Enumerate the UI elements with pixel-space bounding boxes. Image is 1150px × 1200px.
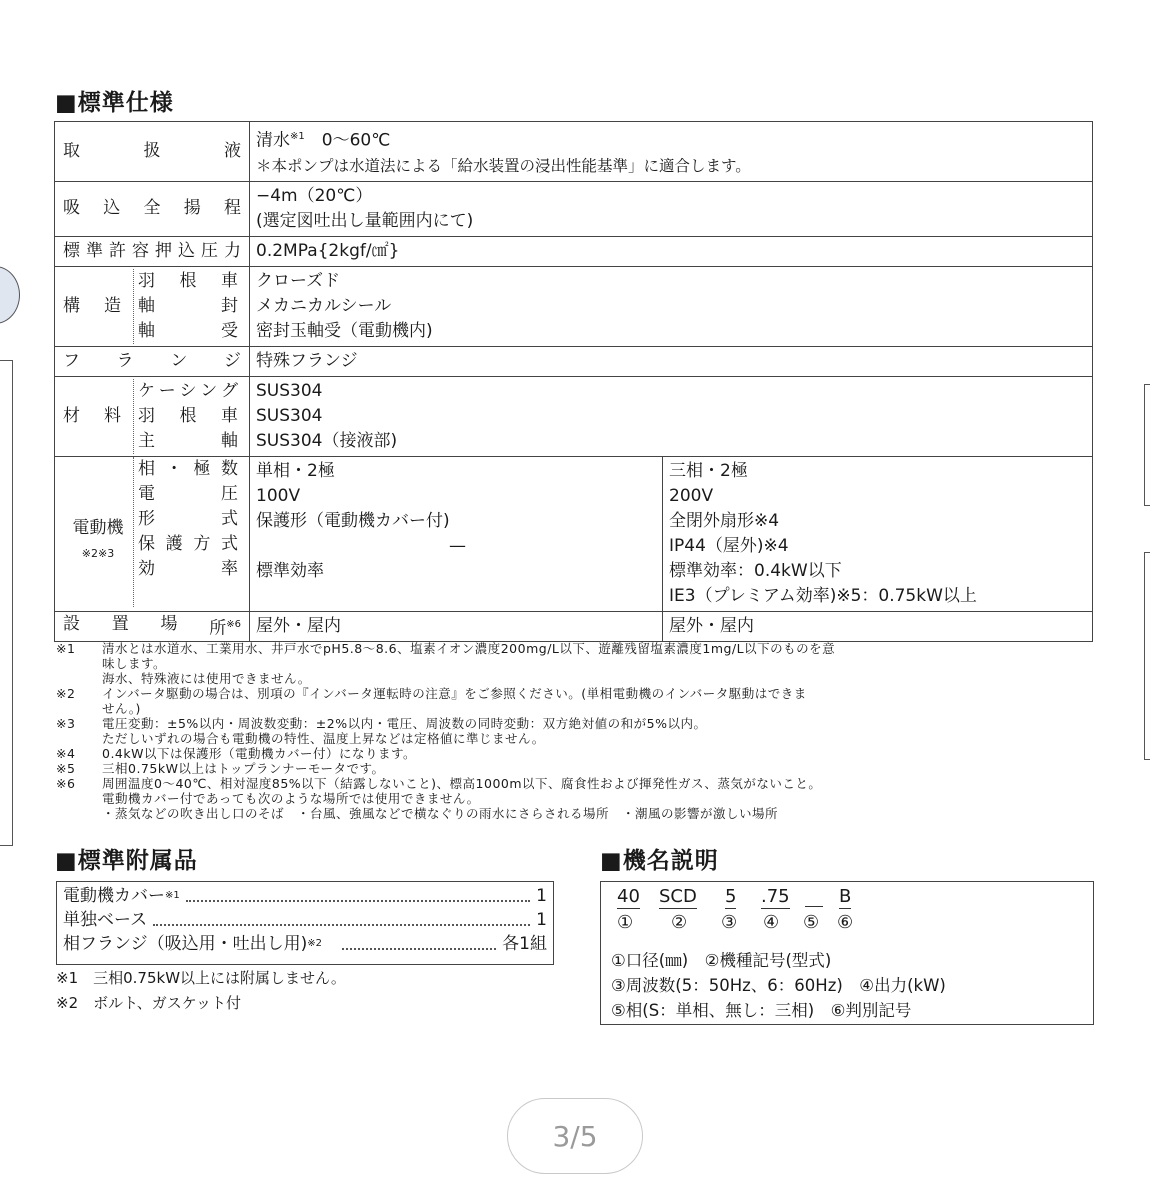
spec-footnotes bbox=[56, 641, 1096, 821]
motor-label: 電動機 bbox=[72, 517, 124, 538]
spec-row-pressure bbox=[55, 236, 1093, 266]
right-page-edge-bottom bbox=[1144, 552, 1150, 760]
motor-single-type: 保護形（電動機カバー付) bbox=[256, 510, 450, 531]
structure-sub-impeller: 羽 根 車 bbox=[138, 270, 238, 291]
material-sub-shaft: 主 軸 bbox=[138, 430, 238, 451]
liquid-note: ＊本ポンプは水道法による「給水装置の浸出性能基準」に適合します。 bbox=[256, 156, 751, 175]
install-note-mark: ※6 bbox=[226, 618, 241, 630]
motor-sub-type: 形 式 bbox=[138, 508, 238, 529]
motor-sub-protection: 保 護 方 式 bbox=[138, 533, 238, 554]
accessory-item-cover: 電動機カバー ※1 1 bbox=[63, 886, 547, 906]
motor-three-type: 全閉外扇形※4 bbox=[669, 510, 780, 531]
spec-row-liquid bbox=[55, 122, 1093, 182]
footnote-3: ※3 電圧変動：±5%以内・周波数変動：±2%以内・電圧、周波数の同時変動：双方絶対値の和が5%以内。 ただしいずれの場合も電動機の特性、温度上昇などは定格値に準じません。 bbox=[56, 716, 707, 746]
model-box: 40 SCD 5 .75 B ① ② ③ ④ ⑤ ⑥ ①口径(㎜) ②機種記号(型式) ③周波数(5：50Hz、6：60Hz) ④出力(kW) ⑤相(S：単相、無し：三相) ⑥判別記号 bbox=[600, 881, 1094, 1025]
pressure-value: 0.2MPa{2kgf/㎠} bbox=[250, 236, 1093, 266]
accessories-notes bbox=[56, 966, 346, 1016]
spec-section-title: ■標準仕様 bbox=[55, 90, 174, 116]
pressure-label: 標 準 許 容 押 込 圧 力 bbox=[63, 240, 241, 261]
motor-single-protection: — bbox=[449, 535, 466, 556]
install-three-value: 屋外・屋内 bbox=[663, 611, 1093, 642]
liquid-temp: 0〜60℃ bbox=[304, 130, 391, 151]
model-description bbox=[611, 948, 946, 1023]
structure-label: 構 造 bbox=[63, 295, 121, 316]
install-label: 設 置 場 所$^{※6}$ bbox=[63, 613, 241, 639]
spec-row-motor bbox=[55, 456, 1093, 611]
model-desc-line-1: ①口径(㎜) ②機種記号(型式) bbox=[611, 951, 832, 970]
left-page-edge bbox=[0, 360, 13, 846]
material-impeller-value: SUS304 bbox=[256, 405, 323, 426]
motor-three-phase: 三相・2極 bbox=[669, 460, 748, 481]
motor-single-efficiency: 標準効率 bbox=[256, 560, 324, 581]
material-casing-value: SUS304 bbox=[256, 380, 323, 401]
accessory-item-flange: 相フランジ（吸込用・吐出し用) ※2 各1組 bbox=[63, 934, 547, 954]
motor-single-phase: 単相・2極 bbox=[256, 460, 335, 481]
suction-note: (選定図吐出し量範囲内にて) bbox=[256, 210, 474, 231]
structure-bearing-value: 密封玉軸受（電動機内) bbox=[256, 320, 433, 341]
accessories-title: ■標準附属品 bbox=[55, 848, 198, 874]
left-page-tab[interactable] bbox=[0, 266, 20, 324]
model-desc-line-3: ⑤相(S：単相、無し：三相) ⑥判別記号 bbox=[611, 1001, 912, 1020]
flange-label: フ ラ ン ジ bbox=[63, 350, 241, 371]
model-code-suffix: B bbox=[839, 886, 852, 907]
material-sub-impeller: 羽 根 車 bbox=[138, 405, 238, 426]
accessories-box bbox=[56, 881, 554, 965]
structure-sub-seal: 軸 封 bbox=[138, 295, 238, 316]
motor-single-voltage: 100V bbox=[256, 485, 301, 506]
flange-value: 特殊フランジ bbox=[250, 346, 1093, 376]
suction-value: −4m（20℃） bbox=[256, 185, 373, 206]
material-label: 材 料 bbox=[63, 405, 121, 426]
spec-row-structure bbox=[55, 266, 1093, 346]
spec-row-material bbox=[55, 376, 1093, 456]
spec-table bbox=[54, 121, 1093, 642]
model-desc-line-2: ③周波数(5：50Hz、6：60Hz) ④出力(kW) bbox=[611, 976, 946, 995]
motor-label-note: ※2※3 bbox=[81, 546, 115, 560]
model-code-bore: 40 bbox=[617, 886, 640, 907]
footnote-4: ※4 0.4kW以下は保護形（電動機カバー付）になります。 bbox=[56, 746, 416, 761]
accessory-item-base: 単独ベース 1 bbox=[63, 910, 547, 930]
structure-seal-value: メカニカルシール bbox=[256, 295, 392, 316]
liquid-value: 清水 bbox=[256, 130, 290, 151]
page-indicator[interactable]: 3/5 bbox=[507, 1098, 643, 1174]
right-page-edge-top bbox=[1144, 384, 1150, 506]
motor-sub-efficiency: 効 率 bbox=[138, 558, 238, 579]
material-sub-casing: ケ ー シ ン グ bbox=[138, 380, 238, 401]
install-single-value: 屋外・屋内 bbox=[250, 611, 663, 642]
liquid-label: 取 扱 液 bbox=[63, 140, 241, 161]
footnote-1: ※1 清水とは水道水、工業用水、井戸水でpH5.8〜8.6、塩素イオン濃度200mg/L以下、遊離残留塩素濃度1mg/L以下のものを意 味します。 海水、特殊液には使用できません。 bbox=[56, 641, 836, 686]
suction-label: 吸 込 全 揚 程 bbox=[63, 198, 241, 219]
model-title: ■機名説明 bbox=[600, 848, 719, 874]
model-code-series: SCD bbox=[659, 886, 697, 907]
structure-sub-bearing: 軸 受 bbox=[138, 320, 238, 341]
footnote-5: ※5 三相0.75kW以上はトップランナーモータです。 bbox=[56, 761, 385, 776]
model-code-frequency: 5 bbox=[725, 886, 737, 907]
motor-sub-phase: 相 ・ 極 数 bbox=[138, 458, 238, 479]
material-shaft-value: SUS304（接液部) bbox=[256, 430, 398, 451]
accessory-note-1: ※1 三相0.75kW以上には附属しません。 bbox=[56, 969, 346, 987]
liquid-note-mark: ※1 bbox=[290, 131, 305, 142]
motor-sub-voltage: 電 圧 bbox=[138, 483, 238, 504]
footnote-2: ※2 インバータ駆動の場合は、別項の『インバータ運転時の注意』をご参照ください。(単相電動機のインバータ駆動はできま せん。) bbox=[56, 686, 807, 716]
motor-three-efficiency: 標準効率：0.4kW以下 bbox=[669, 560, 842, 581]
accessory-note-2: ※2 ボルト、ガスケット付 bbox=[56, 994, 242, 1012]
motor-three-voltage: 200V bbox=[669, 485, 714, 506]
footnote-6: ※6 周囲温度0〜40℃、相対湿度85%以下（結露しないこと)、標高1000m以下、腐食性および揮発性ガス、蒸気がないこと。 電動機カバー付であっても次のような場所では使用できません。 ・蒸気などの吹き出し口のそば ・台風、強風などで横なぐりの雨水にさらされる場所 ・潮風の影響が激しい場所 bbox=[56, 776, 822, 821]
spec-row-install bbox=[55, 611, 1093, 642]
model-code-phase bbox=[805, 906, 823, 907]
motor-three-efficiency-ie3: IE3（プレミアム効率)※5：0.75kW以上 bbox=[669, 585, 977, 606]
motor-three-protection: IP44（屋外)※4 bbox=[669, 535, 789, 556]
spec-row-flange bbox=[55, 346, 1093, 376]
model-code-output: .75 bbox=[761, 886, 790, 907]
spec-row-suction bbox=[55, 181, 1093, 236]
structure-impeller-value: クローズド bbox=[256, 270, 341, 291]
